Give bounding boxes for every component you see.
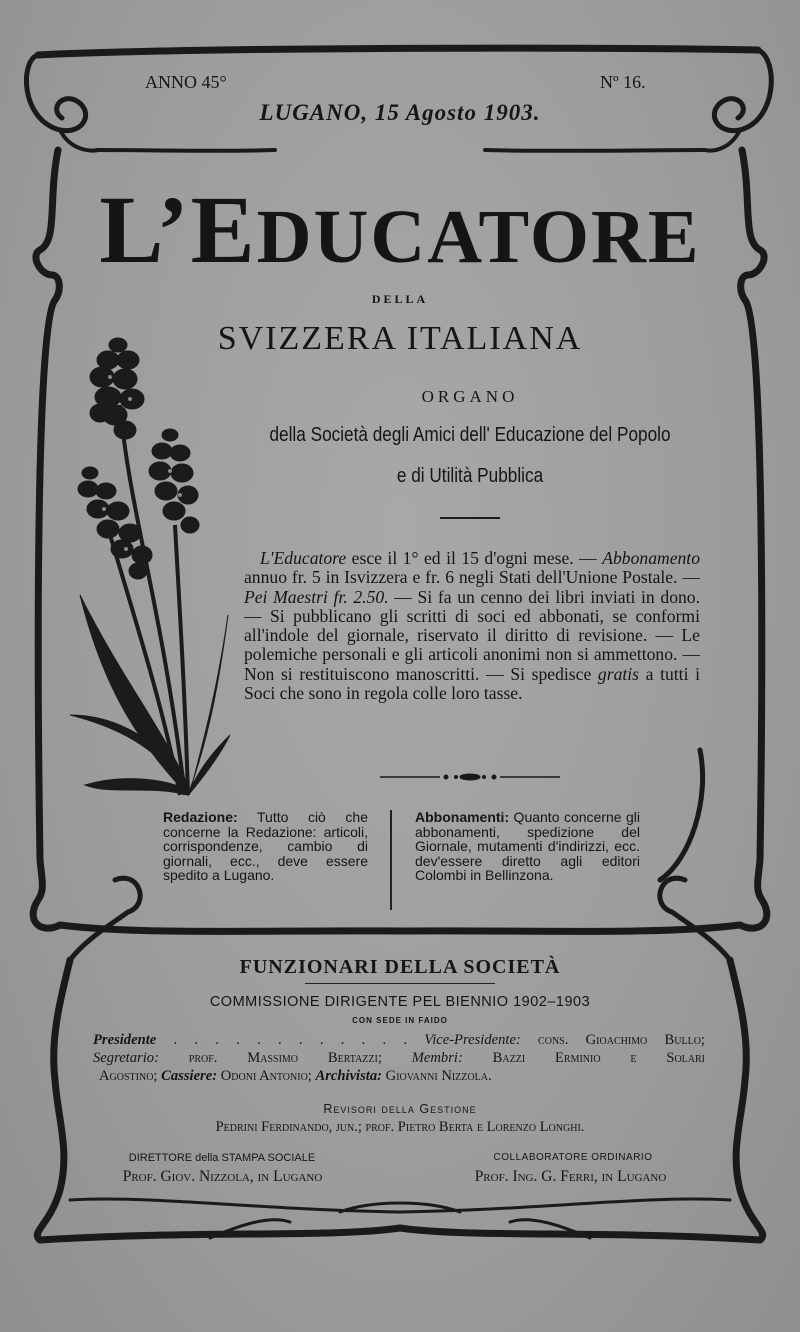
officials-line-1 <box>93 1031 705 1050</box>
issue-number: Nº 16. <box>600 72 646 92</box>
masthead-subtitle: SVIZZERA ITALIANA <box>217 320 583 357</box>
title-initial: L’E <box>99 176 257 283</box>
masthead-title <box>0 176 800 283</box>
vice-name: cons. Gioachimo Bullo; <box>520 1032 705 1048</box>
officials-line-3 <box>93 1067 711 1086</box>
volume-number: ANNO 45° <box>145 72 227 92</box>
society-line-2: e di Utilità Pubblica <box>396 465 544 487</box>
abbonamenti-text: Quanto concerne gli abbonamenti, spedizione del Giornale, mutamenti d'indirizzi, ecc. dev'essere diretto agli editori Colombi in Bellinzona. <box>415 809 640 884</box>
abbonamenti-label: Abbonamenti: <box>415 809 510 825</box>
subscription-notice <box>244 549 700 703</box>
society-line-1: della Società degli Amici dell' Educazione del Popolo <box>269 424 671 446</box>
notice-gratis-word: gratis <box>597 663 639 684</box>
collaboratore-label: COLLABORATORE ORDINARIO <box>493 1152 653 1163</box>
vice-label: Vice-Presidente: <box>424 1032 521 1048</box>
membri-cont: Agostino; <box>99 1068 158 1084</box>
redazione-text: Tutto ciò che concerne la Redazione: articoli, corrispondenze, cambio di giornali, ecc., deve essere spedito a Lugano. <box>163 809 368 884</box>
redazione-label: Redazione: <box>163 809 238 825</box>
notice-text: annuo fr. 5 in Isvizzera e fr. 6 negli Stati dell'Unione Postale. — <box>244 567 700 588</box>
cassiere-label: Cassiere: <box>161 1068 218 1084</box>
notice-text: esce il 1° ed il 15 d'ogni mese. — <box>346 548 603 568</box>
membri-names: Bazzi Erminio e Solari <box>462 1050 706 1066</box>
cassiere-name: Odoni Antonio; <box>217 1068 312 1084</box>
notice-maestri-price: Pei Maestri fr. 2.50. <box>244 586 389 607</box>
officials-line-2 <box>93 1049 705 1068</box>
officials-heading: FUNZIONARI DELLA SOCIETÀ <box>239 956 561 978</box>
officials-rule <box>305 983 495 984</box>
notice-text: a tutti i Soci che sono in regola colle loro tasse. <box>244 663 700 704</box>
commission-seat: CON SEDE IN FAIDO <box>352 1016 448 1025</box>
segretario-label: Segretario: <box>93 1050 159 1066</box>
commission-heading: COMMISSIONE DIRIGENTE PEL BIENNIO 1902–1903 <box>209 994 591 1010</box>
dash-ornament <box>380 770 560 784</box>
presidente-dots: . . . . . . . . . . . . <box>156 1032 425 1048</box>
membri-label: Membri: <box>411 1050 463 1066</box>
notice-text: — Si fa un cenno dei libri inviati in dono. — Si pubblicano gli scritti di soci ed abbonati, se conformi all'indole del giornale, riservato il diritto di revisione. — Le polemiche personali e gli articoli anonimi non si ammettono. — Non si restituiscono manoscritti. — Si spedisce <box>244 586 700 684</box>
presidente-label: Presidente <box>93 1032 157 1048</box>
dateline: LUGANO, 15 Agosto 1903. <box>259 100 541 125</box>
direttore-name: Prof. Giov. Nizzola, in Lugano <box>122 1168 323 1185</box>
revisori-names: Pedrini Ferdinando, jun.; prof. Pietro Berta e Lorenzo Longhi. <box>215 1119 585 1135</box>
archivista-label: Archivista: <box>315 1068 382 1084</box>
notice-abbonamento-word: Abbonamento <box>602 548 700 568</box>
grape-hyacinth-illustration <box>70 315 230 805</box>
column-divider <box>390 810 392 910</box>
segretario-name: prof. Massimo Bertazzi; <box>158 1050 382 1066</box>
divider-rule <box>440 517 500 519</box>
direttore-label: DIRETTORE della STAMPA SOCIALE <box>128 1152 316 1164</box>
organ-label: ORGANO <box>421 387 519 406</box>
revisori-heading: Revisori della Gestione <box>323 1102 477 1116</box>
redazione-column <box>163 810 368 883</box>
title-rest: DUCATORE <box>256 195 701 279</box>
abbonamenti-column <box>415 810 640 883</box>
collaboratore-name: Prof. Ing. G. Ferri, in Lugano <box>474 1168 667 1185</box>
della-label: DELLA <box>371 292 429 306</box>
notice-title-word: L'Educatore <box>260 548 347 568</box>
archivista-name: Giovanni Nizzola. <box>382 1068 492 1084</box>
